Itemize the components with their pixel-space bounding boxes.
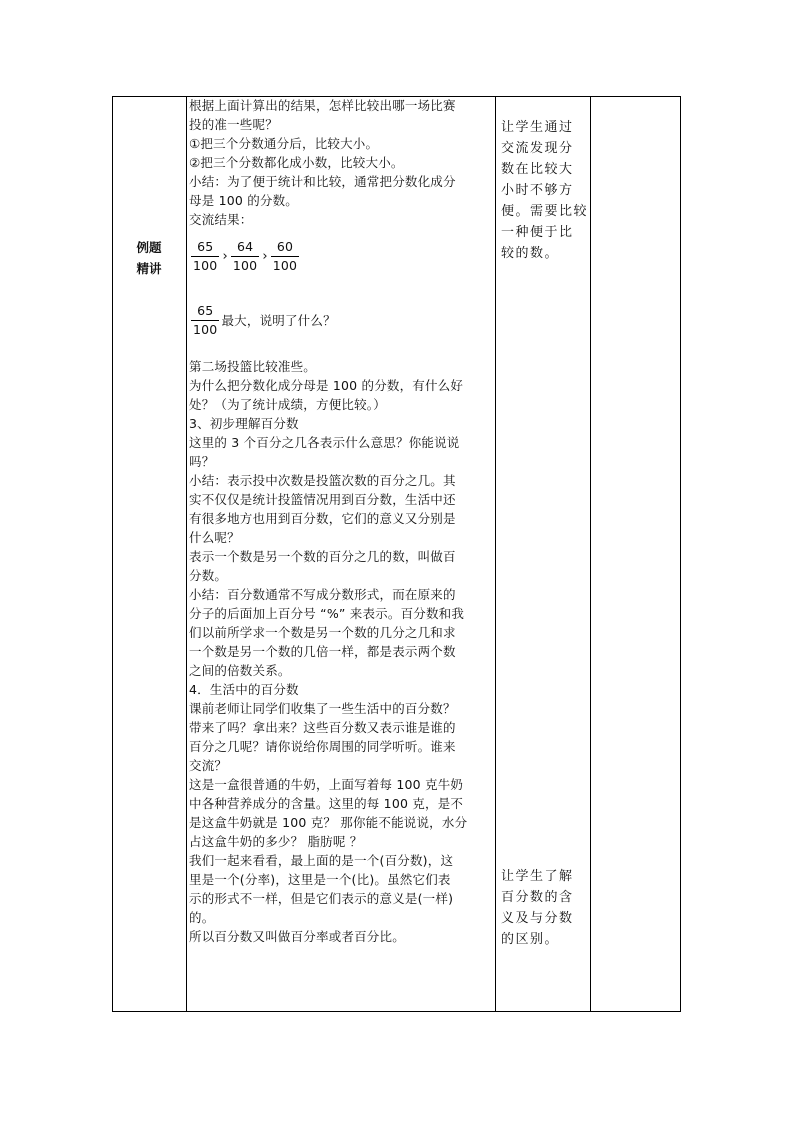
together-line: 示的形式不一样，但是它们表示的意义是(一样) xyxy=(189,891,454,906)
why-line: 处？（为了统计成绩，方便比较。） xyxy=(189,397,386,412)
note-line: 数在比较大 xyxy=(501,162,574,177)
summary-line: 母是 100 的分数。 xyxy=(189,193,299,208)
intro-line: 根据上面计算出的结果，怎样比较出哪一场比赛 xyxy=(189,98,456,113)
summary-line: 小结：百分数通常不写成分数形式，而在原来的 xyxy=(189,587,456,602)
note-line: 的区别。 xyxy=(501,932,560,947)
row-label-line: 例题 xyxy=(136,240,162,255)
milk-line: 这是一盒很普通的牛奶，上面写着每 100 克牛奶 xyxy=(189,777,464,792)
definition-line: 分数。 xyxy=(189,568,228,583)
milk-line: 中各种营养成分的含量。这里的每 100 克，是不 xyxy=(189,796,464,811)
summary-line: 一个数是另一个数的几倍一样，都是表示两个数 xyxy=(189,644,456,659)
note-line: 义及与分数 xyxy=(501,911,574,926)
section-heading: 3、初步理解百分数 xyxy=(189,416,299,431)
summary-line: 们以前所学求一个数是另一个数的几分之几和求 xyxy=(189,625,456,640)
max-fraction-row xyxy=(189,297,492,343)
greater-than-symbol: › xyxy=(222,248,228,264)
note-line: 让学生通过 xyxy=(501,120,574,135)
together-line: 里是一个(分率)，这里是一个(比)。虽然它们表 xyxy=(189,872,451,887)
column-divider-3 xyxy=(590,96,591,1012)
row-label xyxy=(112,237,186,279)
note-line: 让学生了解 xyxy=(501,869,574,884)
fraction-numerator: 65 xyxy=(197,302,214,318)
question-line: 吗？ xyxy=(189,454,215,469)
why-line: 为什么把分数化成分母是 100 的分数，有什么好 xyxy=(189,378,464,393)
row-label-line: 精讲 xyxy=(136,261,162,276)
lesson-content-cell xyxy=(189,96,492,946)
max-fraction-question: 最大，说明了什么？ xyxy=(221,312,336,328)
final-line: 所以百分数又叫做百分率或者百分比。 xyxy=(189,929,405,944)
summary-line: 小结：为了便于统计和比较，通常把分数化成分 xyxy=(189,174,456,189)
intro-line: 投的准一些呢？ xyxy=(189,117,278,132)
question-line: 交流？ xyxy=(189,758,228,773)
summary-line: 实不仅仅是统计投篮情况用到百分数，生活中还 xyxy=(189,492,456,507)
together-line: 的。 xyxy=(189,910,215,925)
question-line: 课前老师让同学们收集了一些生活中的百分数？ xyxy=(189,701,456,716)
teaching-note xyxy=(501,866,587,950)
note-line: 较的数。 xyxy=(501,246,560,261)
teaching-note xyxy=(501,117,587,264)
summary-line: 小结：表示投中次数是投篮次数的百分之几。其 xyxy=(189,473,456,488)
milk-line: 占这盒牛奶的多少？ 脂肪呢 ？ xyxy=(189,834,363,849)
fraction-numerator: 60 xyxy=(276,238,294,254)
fraction-denominator: 100 xyxy=(193,321,218,337)
together-line: 我们一起来看看，最上面的是一个(百分数)，这 xyxy=(189,853,454,868)
question-line: 带来了吗？拿出来？这些百分数又表示谁是谁的 xyxy=(189,720,456,735)
column-divider-1 xyxy=(186,96,187,1012)
note-line: 百分数的含 xyxy=(501,890,574,905)
fraction xyxy=(191,239,219,274)
fraction-denominator: 100 xyxy=(193,257,218,273)
definition-line: 表示一个数是另一个数的百分之几的数，叫做百 xyxy=(189,549,456,564)
section-heading: 4．生活中的百分数 xyxy=(189,682,299,697)
note-line: 一种便于比 xyxy=(501,225,574,240)
fraction-numerator: 65 xyxy=(197,238,214,254)
summary-line: 分子的后面加上百分号 “%” 来表示。百分数和我 xyxy=(189,606,465,621)
fraction xyxy=(191,303,219,338)
question-line: 这里的 3 个百分之几各表示什么意思？你能说说 xyxy=(189,435,460,450)
method-line: ①把三个分数通分后，比较大小。 xyxy=(189,136,379,151)
exchange-label: 交流结果： xyxy=(189,212,253,227)
table-border-right xyxy=(680,96,681,1012)
row-label-cell xyxy=(112,96,186,1011)
question-line: 百分之几呢？请你说给你周围的同学听听。谁来 xyxy=(189,739,456,754)
summary-line: 有很多地方也用到百分数，它们的意义又分别是 xyxy=(189,511,456,526)
note-line: 小时不够方 xyxy=(501,183,574,198)
column-divider-2 xyxy=(495,96,496,1012)
fraction-numerator: 64 xyxy=(236,238,254,254)
note-line: 便。需要比较 xyxy=(501,204,589,219)
fraction xyxy=(231,239,259,274)
milk-line: 是这盒牛奶就是 100 克？ 那你能不能说说，水分 xyxy=(189,815,468,830)
summary-line: 之间的倍数关系。 xyxy=(189,663,291,678)
fraction-denominator: 100 xyxy=(272,257,298,273)
fraction-denominator: 100 xyxy=(232,257,258,273)
fraction-comparison xyxy=(189,233,492,279)
table-border-bottom xyxy=(112,1011,681,1012)
conclusion-line: 第二场投篮比较准些。 xyxy=(189,359,317,374)
method-line: ②把三个分数都化成小数，比较大小。 xyxy=(189,155,404,170)
fraction xyxy=(271,239,299,274)
note-line: 交流发现分 xyxy=(501,141,574,156)
summary-line: 什么呢？ xyxy=(189,530,240,545)
greater-than-symbol: › xyxy=(262,248,268,264)
